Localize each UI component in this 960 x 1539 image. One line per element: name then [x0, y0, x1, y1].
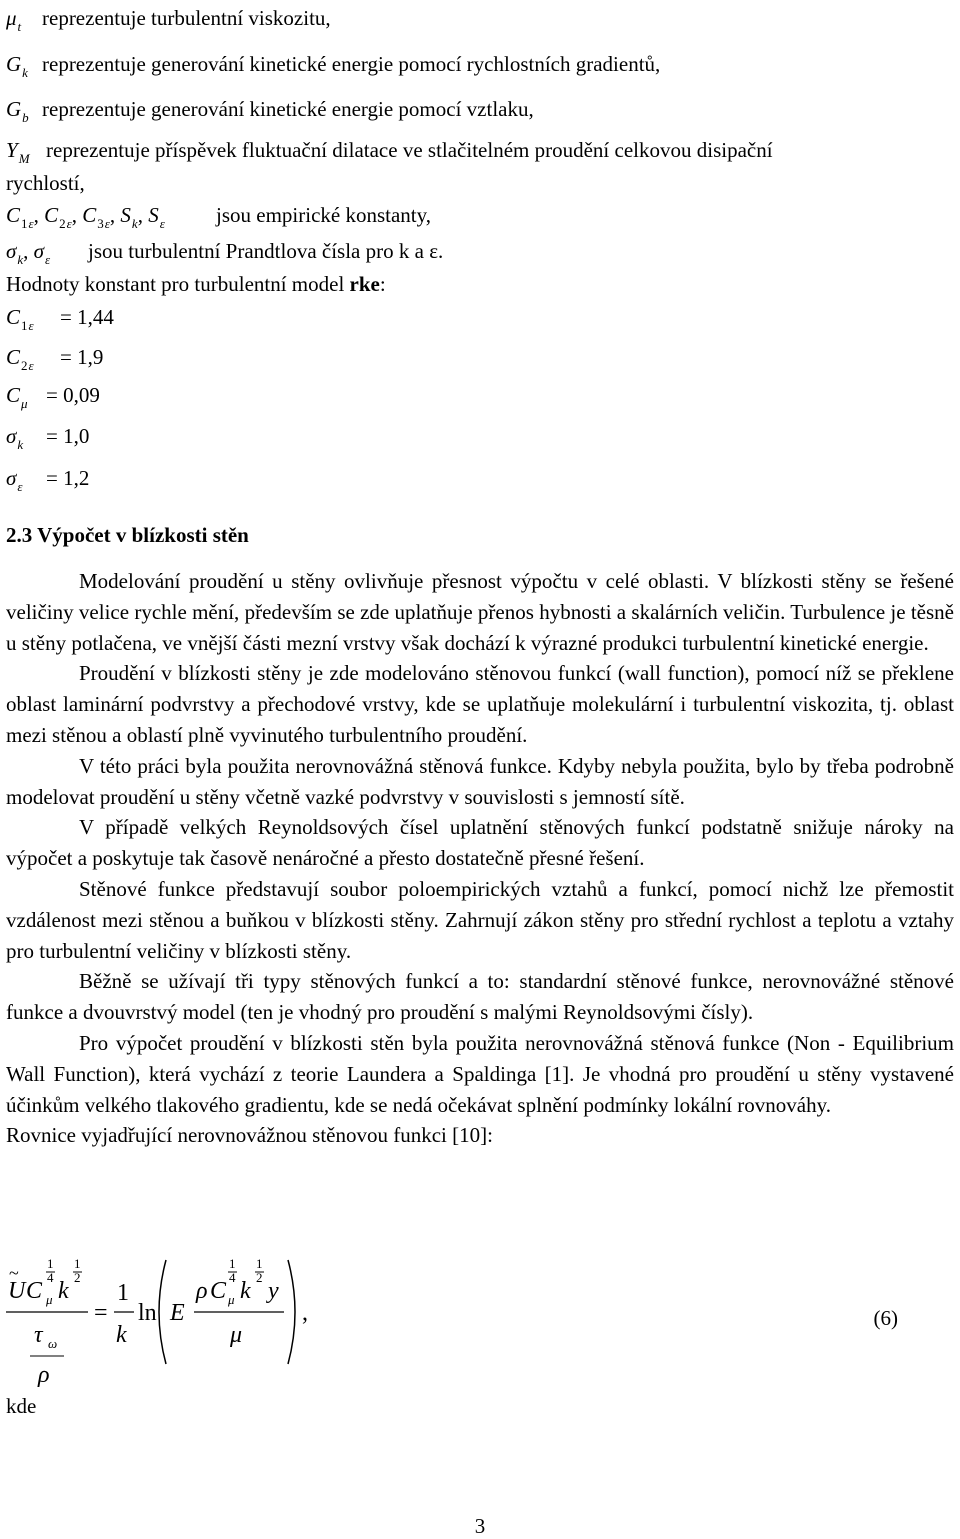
- def-text-sigma: jsou turbulentní Prandtlova čísla pro k a ε.: [88, 239, 444, 263]
- body-text: [6, 566, 954, 1151]
- const-cmu-value: = 0,09: [46, 383, 100, 407]
- const-sigmak-value: = 1,0: [46, 424, 90, 448]
- const-sigmae-name: $\sigma_\varepsilon$: [6, 466, 23, 494]
- svg-text:1: 1: [117, 1280, 129, 1306]
- after-equation-text: kde: [6, 1394, 37, 1418]
- equation-number: (6): [873, 1306, 898, 1330]
- def-text-ym-cont: rychlostí,: [6, 171, 85, 195]
- def-symbol-sigma: $\sigma_k$, $\sigma_\varepsilon$: [6, 239, 51, 267]
- svg-text:1: 1: [256, 1256, 263, 1271]
- def-text-gb: reprezentuje generování kinetické energie pomocí vztlaku,: [42, 97, 534, 121]
- model-name: rke: [349, 272, 380, 296]
- paragraph: Stěnové funkce představují soubor poloempirických vztahů a funkcí, pomocí nichž lze přemostit vzdálenost mezi stěnou a buňkou v blízkosti stěny. Zahrnují zákon stěny pro střední rychlost a teplotu a vztahy pro turbulentní veličiny v blízkosti stěny.: [6, 876, 954, 963]
- const-c1e-name: $C_{1\varepsilon}$: [6, 305, 34, 333]
- paragraph: V této práci byla použita nerovnovážná stěnová funkce. Kdyby nebyla použita, bylo by třeba podrobně modelovat proudění u stěny včetně vazké podvrstvy v souvislosti s jemností sítě.: [6, 753, 954, 809]
- svg-text:1: 1: [47, 1256, 54, 1271]
- svg-text:4: 4: [229, 1270, 236, 1285]
- def-symbol-constants: $C_{1\varepsilon}$, $C_{2\varepsilon}$, $C_{3\varepsilon}$, $S_k$, $S_\varepsilon$: [6, 203, 165, 231]
- svg-text:1: 1: [74, 1256, 81, 1271]
- paragraph: Proudění v blízkosti stěny je zde modelováno stěnovou funkcí (wall function), pomocí níž se překlene oblast laminární podvrstvy a přechodové vrstvy, kde se uplatňuje molekulární i turbulentní viskozita, tj. oblast mezi stěnou a oblastí plně vyvinutého turbulentního proudění.: [6, 661, 954, 747]
- svg-text:C: C: [210, 1278, 227, 1304]
- def-symbol-ym: $Y_M$: [6, 138, 30, 166]
- const-sigmak-name: $\sigma_k$: [6, 424, 24, 452]
- svg-text:2: 2: [74, 1270, 81, 1285]
- def-text-gk: reprezentuje generování kinetické energie pomocí rychlostních gradientů,: [42, 52, 661, 76]
- svg-text:C: C: [26, 1278, 43, 1304]
- svg-text:U: U: [8, 1278, 26, 1304]
- const-cmu-name: $C_\mu$: [6, 383, 28, 411]
- def-text-constants: jsou empirické konstanty,: [216, 203, 432, 227]
- constants-intro: Hodnoty konstant pro turbulentní model rke:: [6, 272, 386, 296]
- svg-text:μ: μ: [228, 1292, 235, 1307]
- svg-text:1: 1: [229, 1256, 236, 1271]
- svg-text:ρ: ρ: [38, 1362, 50, 1388]
- svg-text:2: 2: [256, 1270, 263, 1285]
- paragraph: Pro výpočet proudění v blízkosti stěn byla použita nerovnovážná stěnová funkce (Non - Equilibrium Wall Function), která vychází z teorie Laundera a Spaldinga [1]. Je vhodná pro proudění u stěny vystavené účinkům velkého tlakového gradientu, kde se nedá očekávat splnění podmínky lokální rovnováhy.: [6, 1030, 954, 1117]
- svg-text:4: 4: [47, 1270, 54, 1285]
- def-symbol-gk: $G_k$: [6, 52, 28, 80]
- def-symbol-mu-t: $\mu_t$: [6, 6, 22, 34]
- svg-text:τ: τ: [34, 1322, 43, 1348]
- svg-text:y: y: [268, 1278, 279, 1304]
- paragraph: Modelování proudění u stěny ovlivňuje přesnost výpočtu v celé oblasti. V blízkosti stěny se řešené veličiny velice rychle mění, především se zde uplatňuje přenos hybnosti a skalárních veličin. Turbulence je těsně u stěny potlačena, ve vnější části mezní vrstvy však dochází k výrazné produkci turbulentní kinetické energie.: [6, 569, 954, 655]
- svg-text:μ: μ: [46, 1292, 53, 1307]
- svg-text:E: E: [170, 1300, 185, 1326]
- svg-text:μ: μ: [230, 1322, 243, 1348]
- paragraph: V případě velkých Reynoldsových čísel uplatnění stěnových funkcí podstatně snižuje nároky na výpočet a poskytuje tak časově nenáročné a přesto dostatečně přesné řešení.: [6, 815, 954, 871]
- svg-text:~: ~: [9, 1263, 19, 1283]
- page-number: 3: [474, 1514, 486, 1538]
- svg-text:ρ: ρ: [196, 1278, 208, 1304]
- svg-text:ω: ω: [48, 1336, 58, 1351]
- svg-text:,: ,: [302, 1300, 308, 1326]
- svg-text:k: k: [240, 1278, 251, 1304]
- equation-6: [0, 1252, 820, 1392]
- def-text-mu-t: reprezentuje turbulentní viskozitu,: [42, 6, 331, 30]
- svg-text:ln: ln: [138, 1300, 157, 1326]
- svg-text:k: k: [58, 1278, 69, 1304]
- const-c1e-value: = 1,44: [60, 305, 114, 329]
- paragraph: Běžně se užívají tři typy stěnových funkcí a to: standardní stěnové funkce, nerovnovážné stěnové funkce a dvouvrstvý model (ten je vhodný pro proudění s malými Reynoldsovými čísly).: [6, 969, 954, 1025]
- def-text-ym: reprezentuje příspěvek fluktuační dilatace ve stlačitelném proudění celkovou disipační: [46, 138, 773, 162]
- const-sigmae-value: = 1,2: [46, 466, 90, 490]
- const-c2e-name: $C_{2\varepsilon}$: [6, 345, 34, 373]
- const-c2e-value: = 1,9: [60, 345, 104, 369]
- svg-text:k: k: [116, 1322, 127, 1348]
- def-symbol-gb: $G_b$: [6, 97, 29, 125]
- svg-text:=: =: [94, 1300, 108, 1326]
- section-heading: 2.3 Výpočet v blízkosti stěn: [6, 523, 249, 547]
- equation-intro: Rovnice vyjadřující nerovnovážnou stěnovou funkci [10]:: [6, 1123, 493, 1148]
